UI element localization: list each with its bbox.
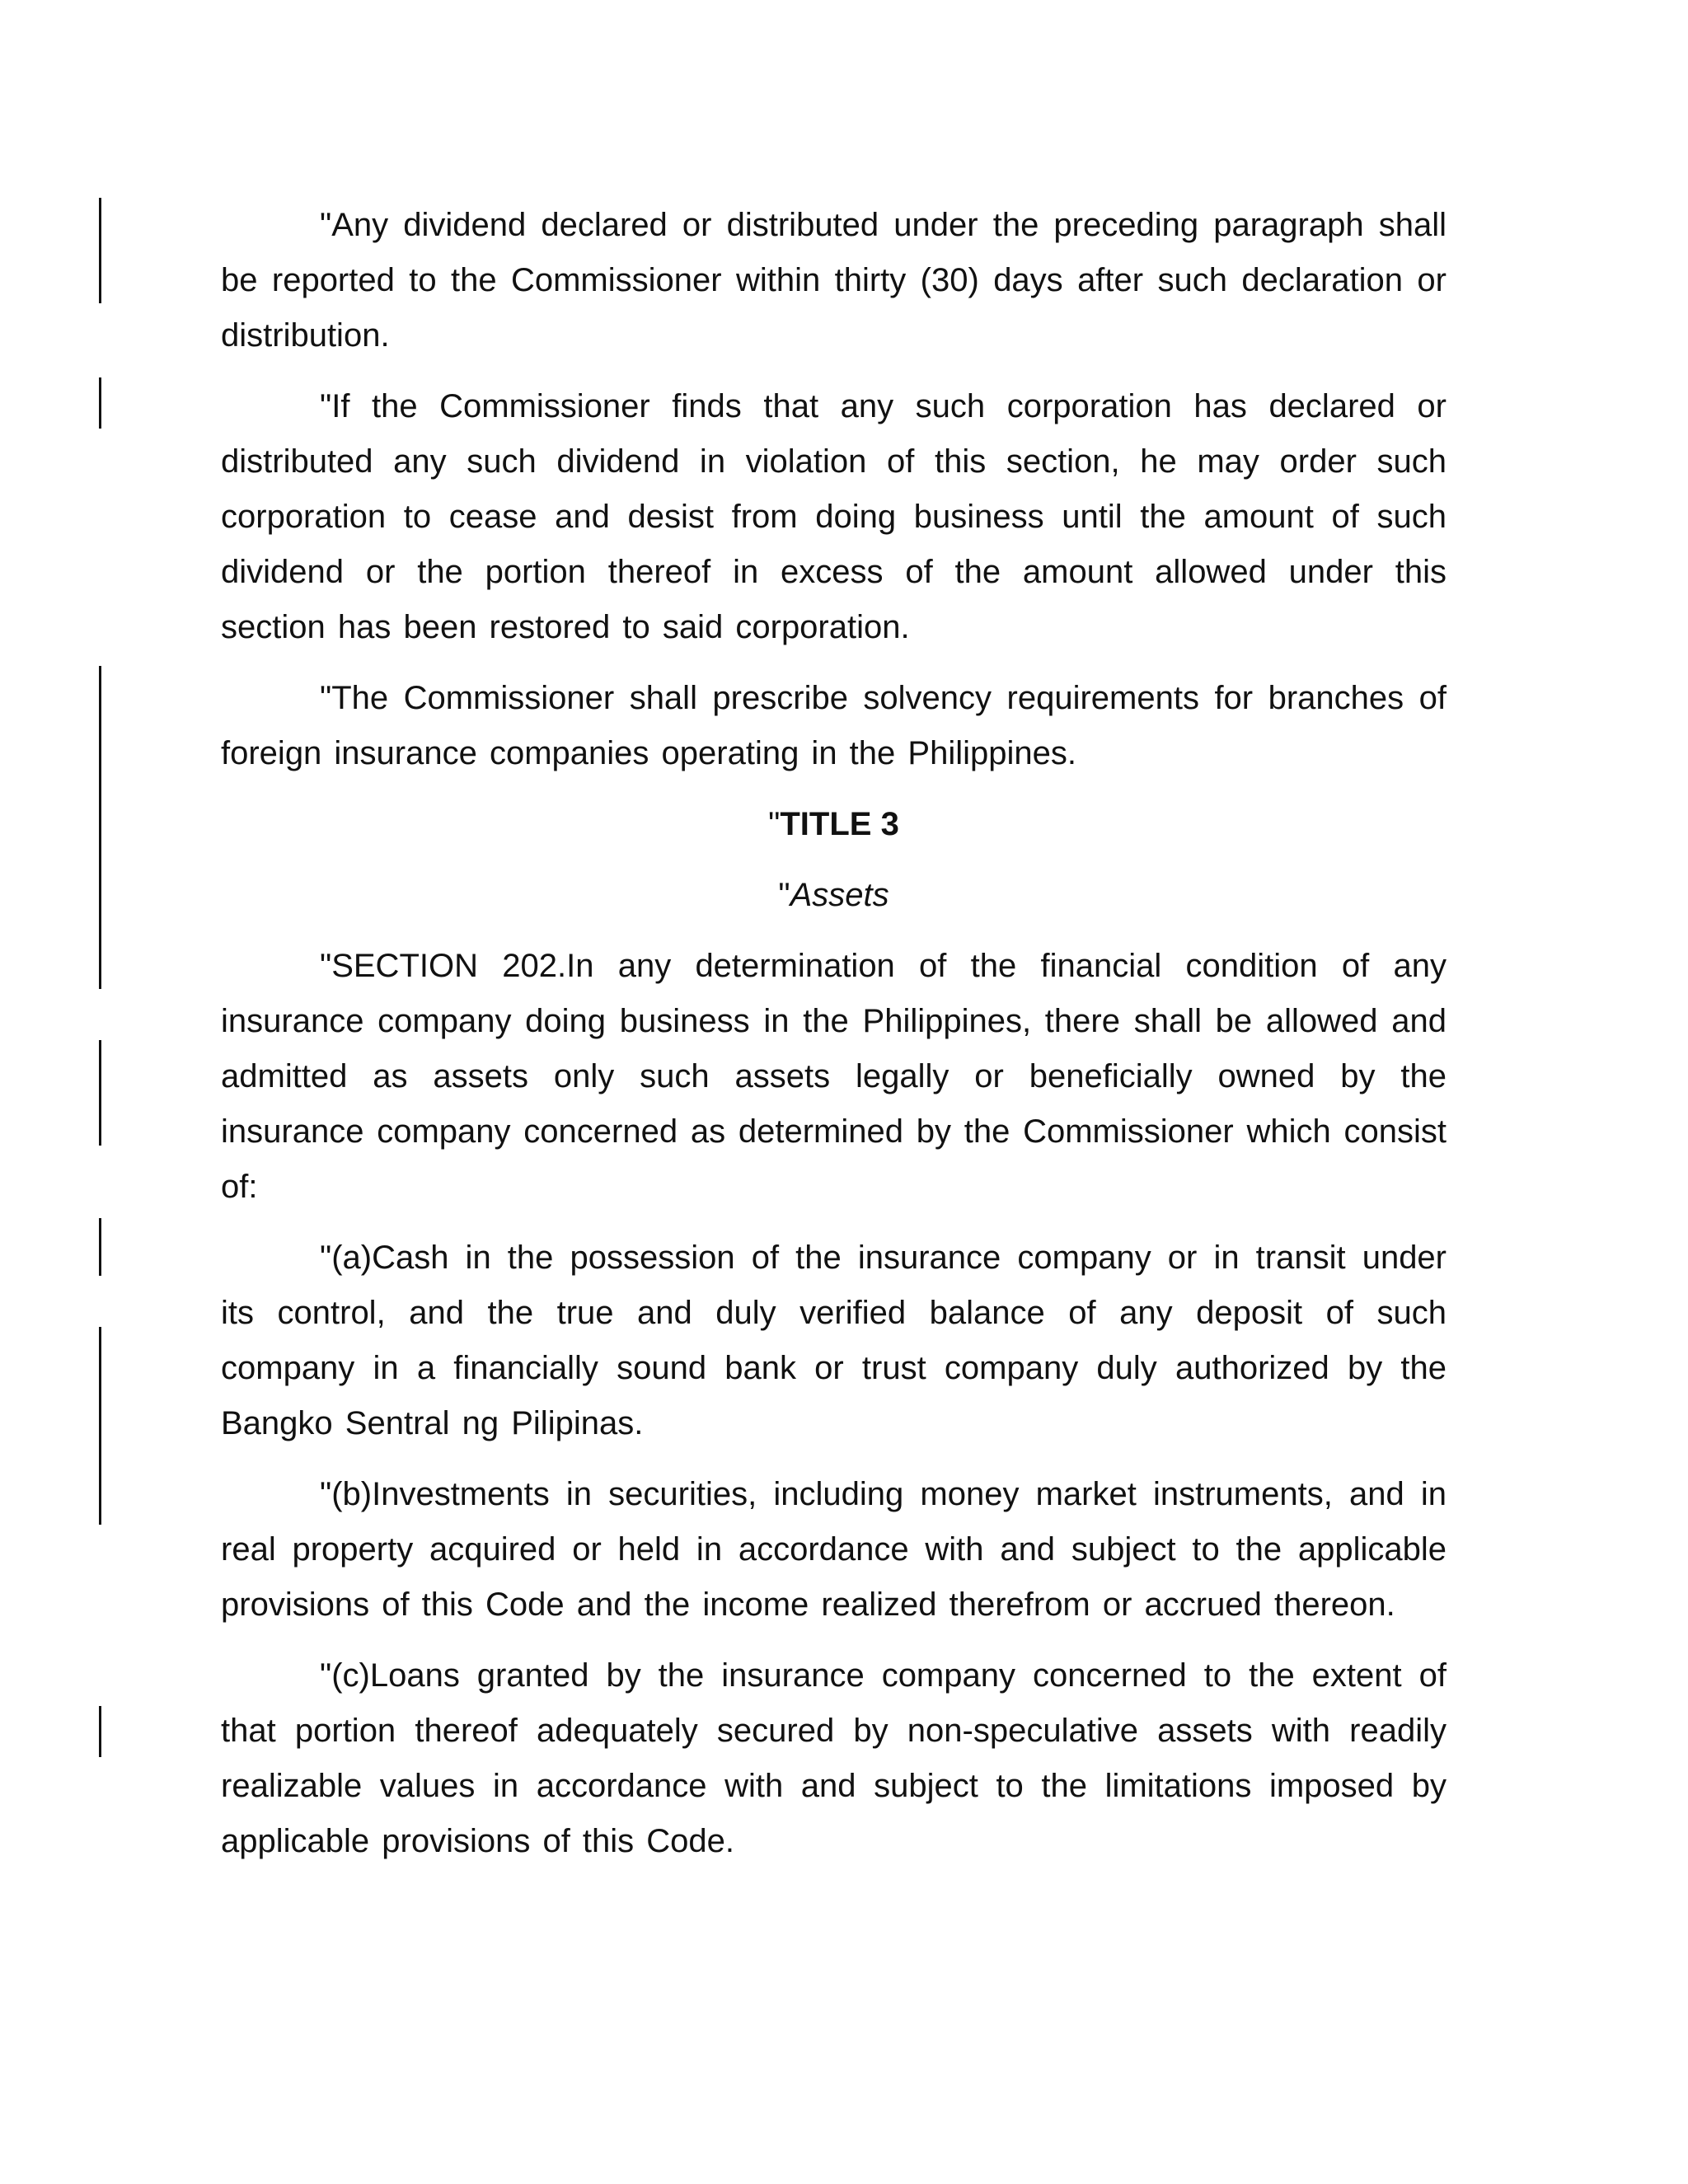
subtitle-quote: ": [778, 877, 790, 913]
document-body: [221, 198, 1447, 1885]
paragraph: "(a)Cash in the possession of the insurance company or in transit under its control, and the true and duly verified balance of any deposit of such company in a financially sound bank or trust company duly authorized by the Bangko Sentral ng Pilipinas.: [221, 1240, 1447, 1441]
paragraph: "SECTION 202.In any determination of the financial condition of any insurance company doing business in the Philippines, there shall be allowed and admitted as assets only such assets legally or beneficially owned by the insurance company concerned as determined by the Commissioner which consist of:: [221, 948, 1447, 1205]
paragraph: "(c)Loans granted by the insurance company concerned to the extent of that portion thereof adequately secured by non-speculative assets with readily realizable values in accordance with and subject to the limitations imposed by applicable provisions of this Code.: [221, 1657, 1447, 1859]
change-bar: [99, 1218, 101, 1276]
title-quote: ": [768, 806, 781, 842]
change-bar: [99, 377, 101, 429]
paragraph: "Any dividend declared or distributed under the preceding paragraph shall be reported to the Commissioner within thirty (30) days after such declaration or distribution.: [221, 207, 1447, 354]
change-bar: [99, 198, 101, 303]
title-heading: [221, 797, 1447, 852]
paragraph: "(b)Investments in securities, including money market instruments, and in real property acquired or held in accordance with and subject to the applicable provisions of this Code and the income realized therefrom or accrued thereon.: [221, 1476, 1447, 1623]
change-bar: [99, 1040, 101, 1146]
subtitle-text: Assets: [790, 877, 889, 913]
title-text: TITLE 3: [780, 806, 899, 842]
change-bar: [99, 1327, 101, 1525]
change-bar: [99, 666, 101, 989]
paragraph: "The Commissioner shall prescribe solvency requirements for branches of foreign insurance companies operating in the Philippines.: [221, 680, 1447, 771]
subtitle-heading: [221, 868, 1447, 923]
paragraph: "If the Commissioner finds that any such corporation has declared or distributed any such dividend in violation of this section, he may order such corporation to cease and desist from doing business until the amount of such dividend or the portion thereof in excess of the amount allowed under this section has been restored to said corporation.: [221, 388, 1447, 645]
change-bar: [99, 1706, 101, 1757]
